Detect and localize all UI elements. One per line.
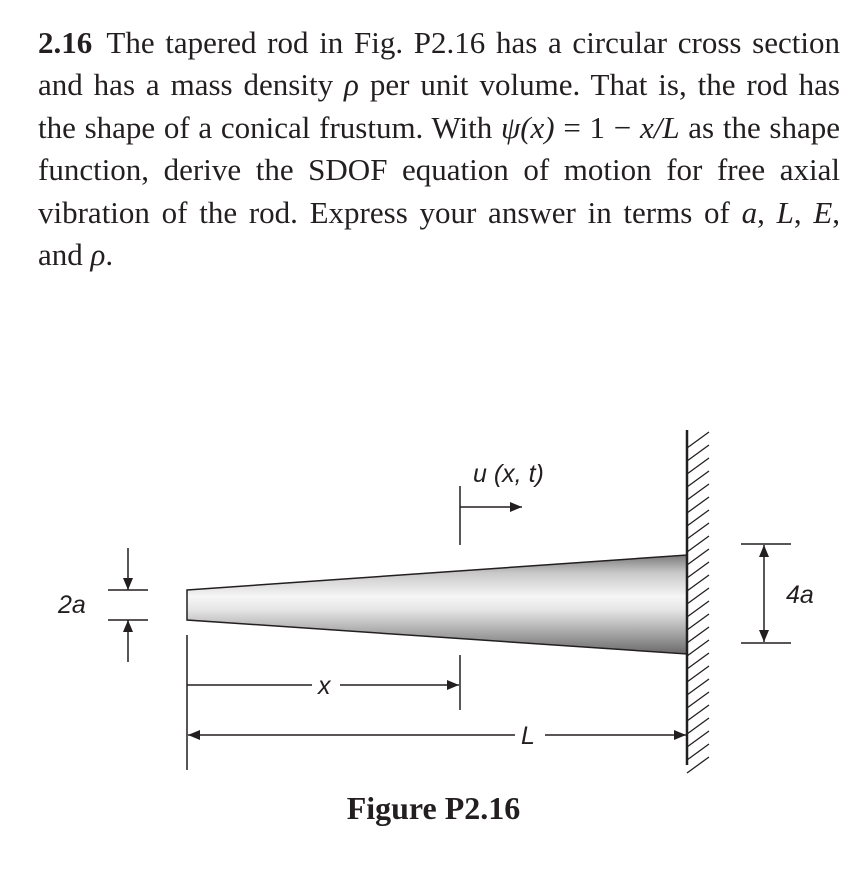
shape-function-equals: = 1 −: [554, 109, 640, 145]
label-4a: 4a: [786, 581, 814, 609]
variable-L: L: [776, 194, 794, 230]
figure-caption: Figure P2.16: [346, 790, 521, 826]
dimension-2a: [108, 548, 148, 662]
problem-number: 2.16: [38, 25, 93, 60]
shape-function-psi: ψ(x): [500, 109, 555, 145]
problem-text-3: as the shape function, derive the SDOF equation of motion for free axial vibration of the rod. Express your answer in terms of: [38, 109, 841, 230]
fixed-wall-support: [687, 430, 709, 773]
dimension-x: [187, 635, 460, 770]
label-u-x-t: u (x, t): [473, 460, 544, 488]
and-word: and: [38, 237, 83, 273]
tapered-rod: [187, 555, 687, 654]
dimension-4a: [741, 544, 791, 643]
displacement-arrow: [460, 486, 522, 545]
separator-1: ,: [757, 194, 777, 230]
label-x: x: [318, 672, 331, 700]
label-2a: 2a: [58, 591, 86, 619]
separator-2: ,: [793, 194, 814, 230]
final-period: .: [105, 237, 114, 273]
problem-text-2: per unit volume. That is, the rod has the shape of a conical frustum. With: [38, 67, 840, 145]
shape-function-ratio: x/L: [639, 109, 680, 145]
label-L: L: [521, 722, 535, 750]
problem-text-1: The tapered rod in Fig. P2.16 has a circular cross section and has a mass density: [38, 25, 840, 103]
symbol-rho: ρ: [344, 67, 359, 103]
variable-rho: ρ: [90, 237, 106, 273]
figure-tapered-rod: [0, 410, 867, 790]
variable-a: a: [741, 194, 758, 230]
variable-E: E: [813, 194, 833, 230]
problem-statement: [38, 22, 840, 276]
problem-paragraph: [38, 22, 840, 276]
separator-3: ,: [832, 194, 840, 230]
